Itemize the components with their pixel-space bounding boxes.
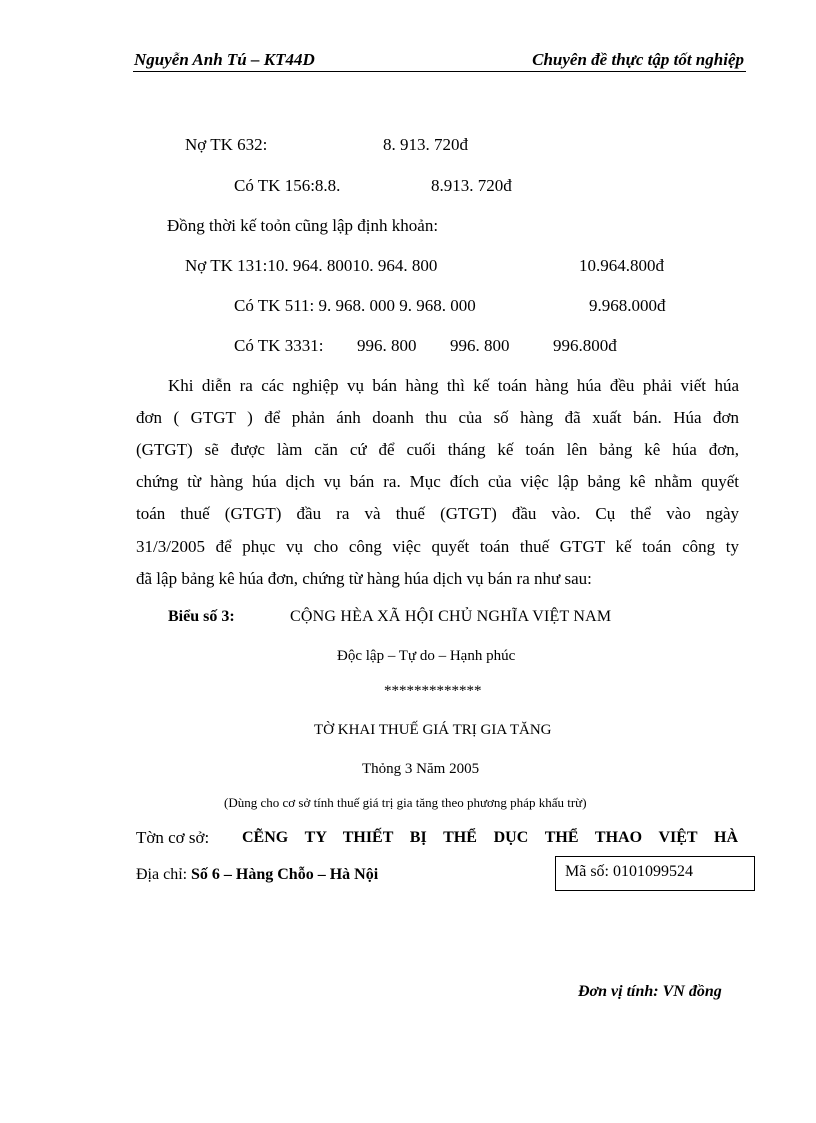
entry-no632-amount: 8. 913. 720đ [383, 135, 468, 154]
paragraph-line-4: chứng từ hàng húa dịch vụ bán ra. Mục đích của việc lập bảng kê nhằm quyết [136, 472, 739, 491]
company-name-value: CẼNG TY THIẾT BỊ THỂ DỤC THỂ THAO VIỆT HÀ [242, 829, 738, 846]
entry-co3331-value-1: 996. 800 [357, 336, 417, 355]
header-author: Nguyễn Anh Tú – KT44D [134, 50, 315, 69]
entry-co511-amount: 9.968.000đ [589, 296, 666, 315]
company-address-label: Địa chỉ: [136, 866, 188, 883]
entry-co511-label: Có TK 511: 9. 968. 000 9. 968. 000 [234, 296, 476, 315]
form-stars: ************* [384, 683, 482, 699]
entry-co156-amount: 8.913. 720đ [431, 176, 512, 195]
currency-unit: Đơn vị tính: VN đồng [578, 983, 722, 1000]
paragraph-line-6: 31/3/2005 để phục vụ cho công việc quyết toán thuế GTGT kế toán công ty [136, 537, 739, 556]
company-address-value: Số 6 – Hàng Chỗo – Hà Nội [191, 866, 379, 883]
form-motto: Độc lập – Tự do – Hạnh phúc [337, 648, 516, 664]
paragraph-line-3: (GTGT) sẽ được làm căn cứ để cuối tháng kế toán lên bảng kê húa đơn, [136, 440, 739, 459]
entry-co3331-label: Có TK 3331: [234, 336, 324, 355]
company-name-label: Tờn cơ sở: [136, 828, 210, 847]
entry-no131-label: Nợ TK 131:10. 964. 80010. 964. 800 [185, 256, 438, 275]
header-rule [133, 71, 746, 72]
entry-co156-label: Có TK 156:8.8. [234, 176, 341, 195]
entry-co3331-amount: 996.800đ [553, 336, 617, 355]
entry-no632-label: Nợ TK 632: [185, 135, 268, 154]
paragraph-line-5: toán thuế (GTGT) đầu ra và thuế (GTGT) đầu vào. Cụ thể vào ngày [136, 504, 739, 523]
form-note: (Dùng cho cơ sở tính thuế giá trị gia tăng theo phương pháp khấu trừ) [224, 795, 587, 810]
paragraph-line-2: đơn ( GTGT ) để phản ánh doanh thu của số hàng đã xuất bán. Húa đơn [136, 408, 739, 427]
entries-intro: Đồng thời kế toỏn cũng lập định khoản: [167, 216, 439, 235]
header-title: Chuyên đề thực tập tốt nghiệp [532, 50, 744, 69]
paragraph-line-7: đã lập bảng kê húa đơn, chứng từ hàng húa dịch vụ bán ra như sau: [136, 569, 592, 588]
form-title: TỜ KHAI THUẾ GIÁ TRỊ GIA TĂNG [314, 722, 552, 738]
form-period: Thỏng 3 Năm 2005 [362, 761, 480, 777]
paragraph-line-1: Khi diễn ra các nghiệp vụ bán hàng thì kế toán hàng húa đều phải viết húa [168, 376, 739, 395]
form-nation: CỘNG HÈA XÃ HỘI CHỦ NGHĨA VIỆT NAM [290, 608, 612, 625]
form-label: Biểu số 3: [168, 608, 235, 625]
tax-code: Mã số: 0101099524 [565, 863, 693, 880]
entry-co3331-value-2: 996. 800 [450, 336, 510, 355]
entry-no131-amount: 10.964.800đ [579, 256, 664, 275]
